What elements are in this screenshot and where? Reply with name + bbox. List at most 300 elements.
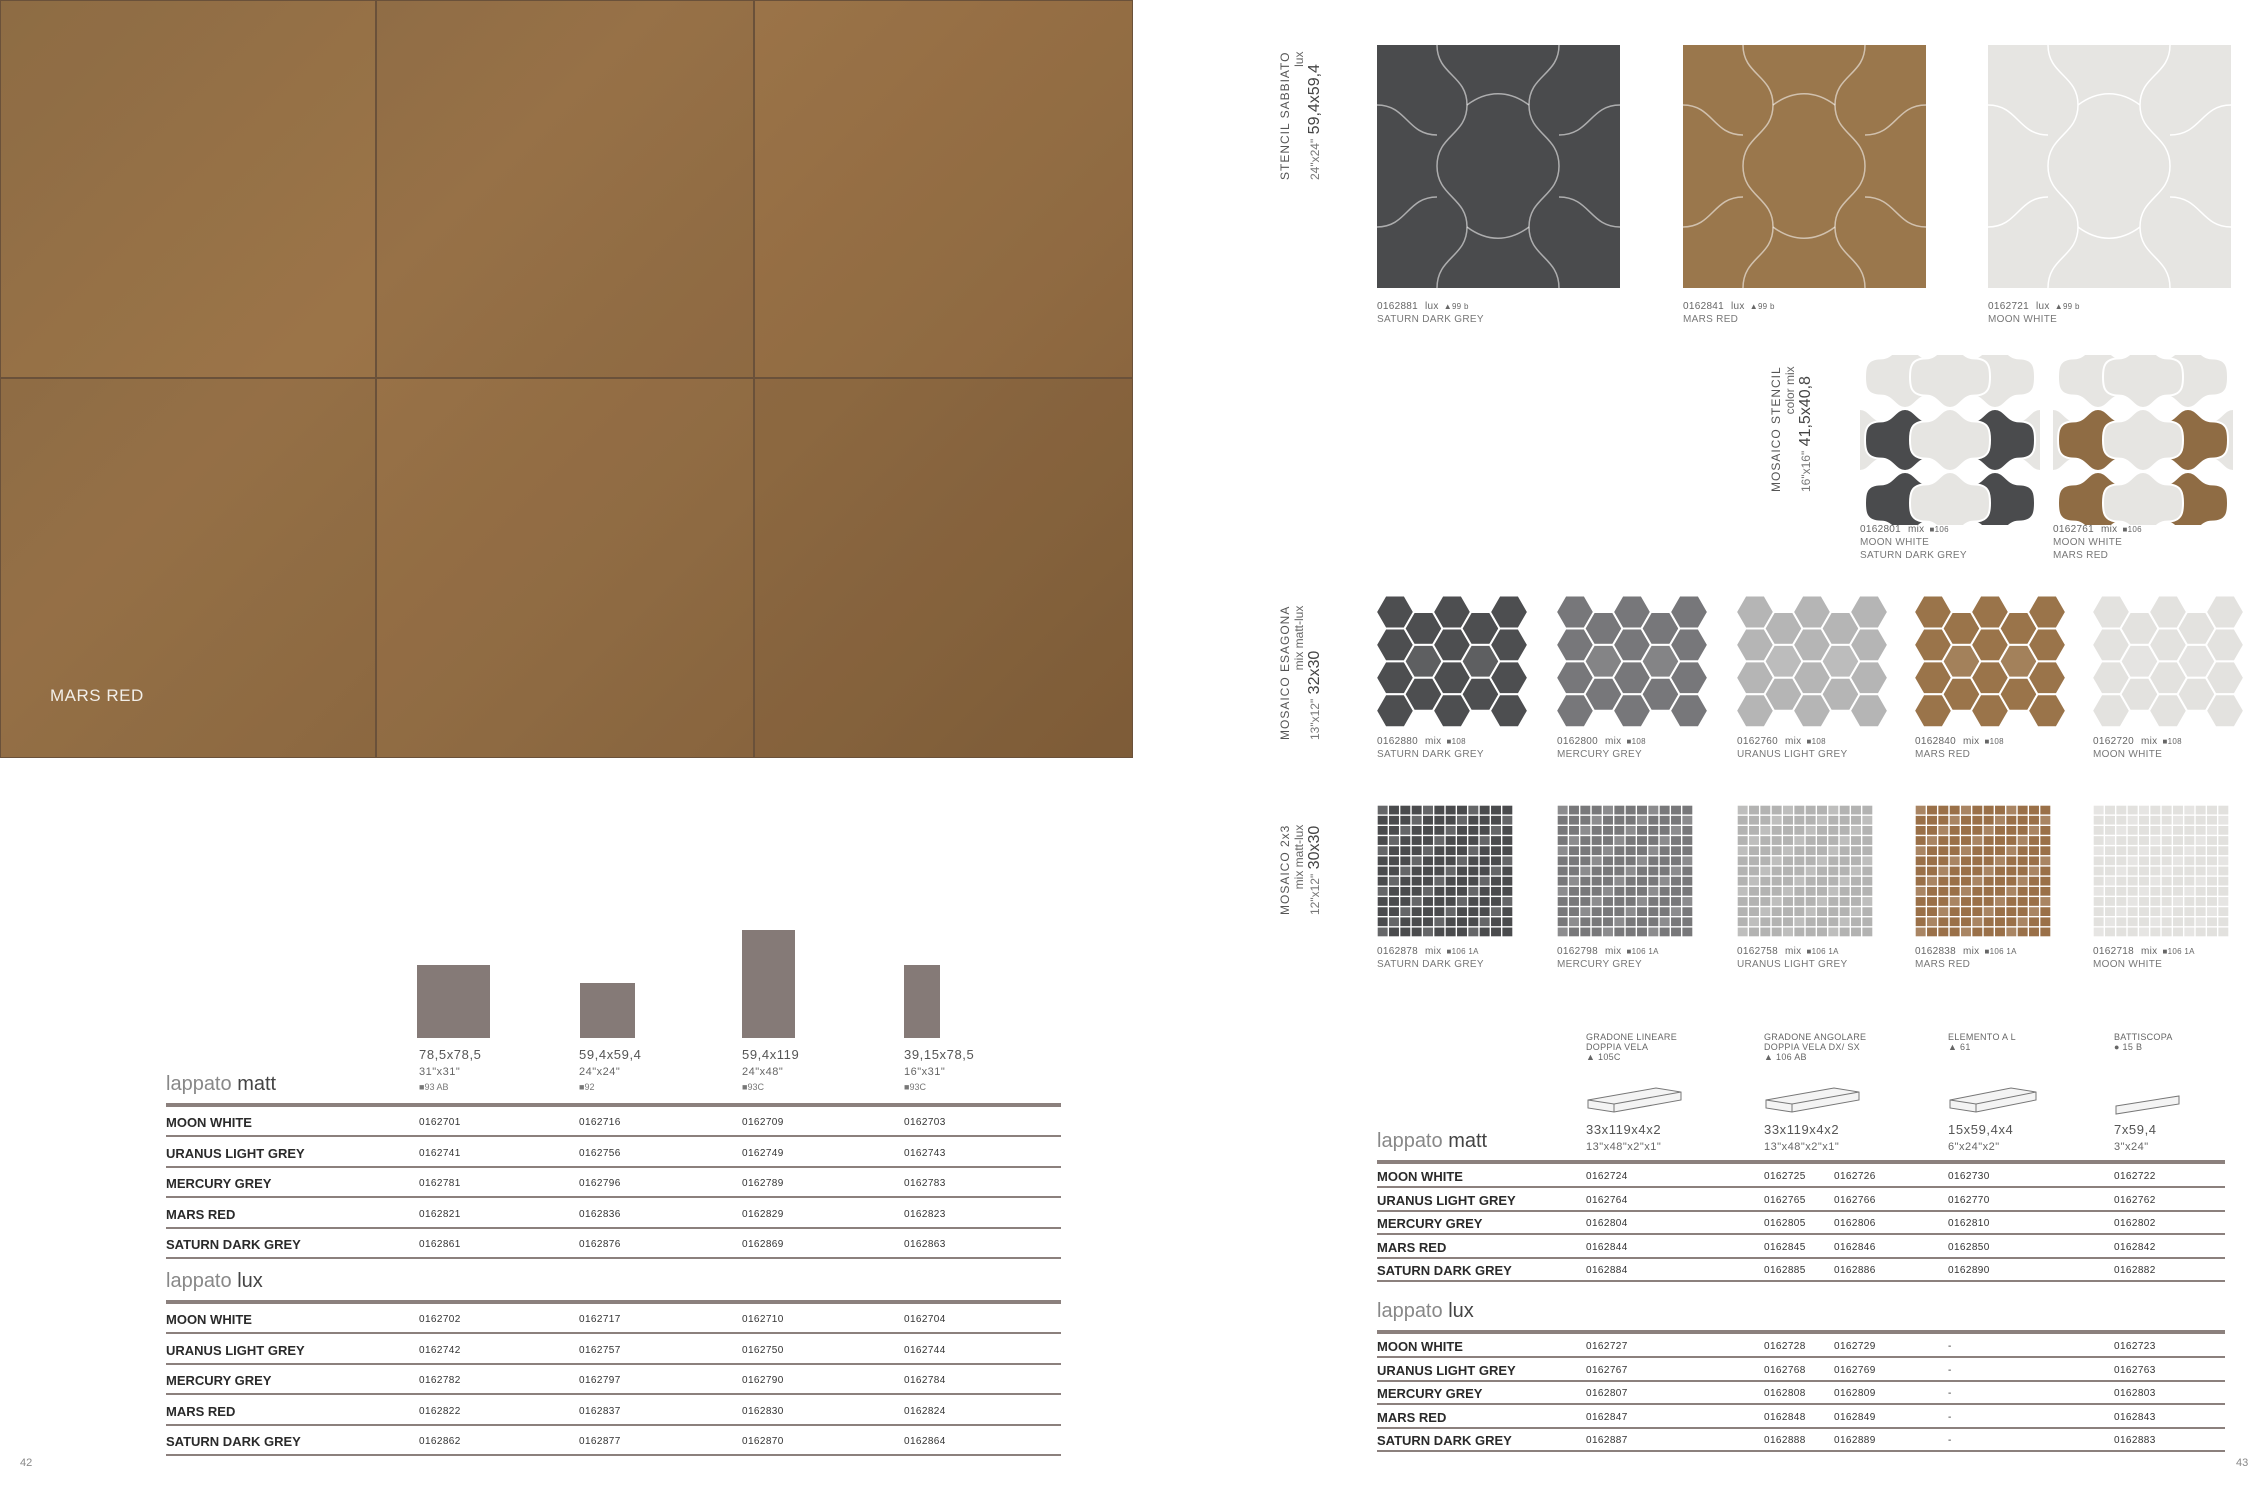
product-code: 0162822 xyxy=(419,1405,461,1417)
caption-code-line xyxy=(2093,735,2182,748)
product-code: 0162757 xyxy=(579,1344,621,1356)
swatch-caption xyxy=(1737,945,1848,971)
pack-triangle-icon: ▲ xyxy=(1443,302,1452,311)
caption-code-line xyxy=(1557,945,1659,958)
product-code: 0162702 xyxy=(419,1314,461,1325)
swatch-caption xyxy=(1915,945,2017,971)
product-code: 0162720 xyxy=(2093,736,2135,747)
product-code: 0162761 xyxy=(2053,524,2095,535)
grid-mosaic-swatch xyxy=(1377,805,1513,937)
product-code: 0162728 xyxy=(1764,1341,1806,1352)
row-color-name: MOON WHITE xyxy=(166,1312,252,1327)
color-name: MARS RED xyxy=(1915,959,1971,970)
pack-square-icon: ■ xyxy=(2162,947,2168,956)
product-code: 0162756 xyxy=(579,1147,621,1159)
piece-drawing-icon xyxy=(1586,1078,1696,1118)
piece-dim: 33x119x4x2 xyxy=(1764,1122,1840,1137)
pack-code: ■92 xyxy=(579,1082,595,1092)
table-row xyxy=(166,1397,1061,1426)
product-code: 0162824 xyxy=(904,1405,946,1417)
caption-code-line xyxy=(1860,523,1967,536)
pack-triangle-icon: ▲ xyxy=(1948,1042,1961,1052)
product-code: 0162888 xyxy=(1764,1435,1806,1446)
product-code: 0162862 xyxy=(419,1436,461,1447)
pack-square-icon: ■ xyxy=(1626,737,1632,746)
product-code: 0162721 xyxy=(1988,301,2030,312)
product-code: 0162884 xyxy=(1586,1265,1628,1276)
piece-name-2: DOPPIA VELA DX/ SX xyxy=(1764,1042,1860,1052)
grid-mosaic-swatch xyxy=(1915,805,2051,937)
pack-code: 61 xyxy=(1960,1042,1971,1052)
pack-code: 99 b xyxy=(1757,302,1775,311)
caption-code-line xyxy=(1377,300,1484,313)
product-code: 0162764 xyxy=(1586,1194,1628,1206)
pack-triangle-icon: ▲ xyxy=(1586,1052,1599,1062)
swatch-caption xyxy=(1557,735,1646,761)
table-row xyxy=(1377,1406,2225,1429)
pack-code: 106 1A xyxy=(1811,947,1839,956)
product-code: 0162810 xyxy=(1948,1218,1990,1229)
product-code: 0162809 xyxy=(1834,1388,1876,1399)
pack-triangle-icon: ▲ xyxy=(1749,302,1758,311)
pack-code: 106 AB xyxy=(1776,1052,1807,1062)
caption-code-line xyxy=(2093,945,2195,958)
pack-code: 108 xyxy=(1451,737,1466,746)
page-number: 43 xyxy=(2236,1457,2249,1469)
product-code: 0162802 xyxy=(2114,1218,2156,1229)
table-row xyxy=(166,1108,1061,1137)
pack-code: 105C xyxy=(1598,1052,1621,1062)
row-color-name: SATURN DARK GREY xyxy=(1377,1263,1512,1278)
product-code: 0162829 xyxy=(742,1208,784,1220)
product-code: 0162848 xyxy=(1764,1411,1806,1423)
piece-inch: 6"x24"x2" xyxy=(1948,1141,2000,1153)
product-code: 0162730 xyxy=(1948,1171,1990,1182)
product-code: 0162844 xyxy=(1586,1241,1628,1253)
piece-drawing-icon xyxy=(1764,1078,1874,1118)
table-row xyxy=(166,1336,1061,1365)
table-row xyxy=(166,1200,1061,1229)
color-name: SATURN DARK GREY xyxy=(1377,749,1484,760)
section-title-lux: lappato lux xyxy=(166,1270,263,1292)
pack-code: 106 1A xyxy=(1451,947,1479,956)
piece-name-2: DOPPIA VELA xyxy=(1586,1042,1649,1052)
row-color-name: MERCURY GREY xyxy=(1377,1386,1483,1401)
pack-square-icon: ■ xyxy=(2162,737,2168,746)
finish-label: mix xyxy=(1785,946,1802,957)
product-code: 0162877 xyxy=(579,1436,621,1447)
product-code: 0162704 xyxy=(904,1314,946,1325)
floor-tile xyxy=(0,0,376,378)
color-name: MARS RED xyxy=(1683,314,1739,325)
finish-label: mix xyxy=(2101,524,2118,535)
caption-code-line xyxy=(1988,300,2080,313)
product-code: 0162766 xyxy=(1834,1194,1876,1206)
product-code: 0162767 xyxy=(1586,1364,1628,1376)
finish-label: mix xyxy=(1785,736,1802,747)
product-code: 0162886 xyxy=(1834,1265,1876,1276)
product-code: 0162796 xyxy=(579,1178,621,1189)
pack-code: 108 xyxy=(2167,737,2182,746)
swatch-caption xyxy=(1557,945,1659,971)
product-code: - xyxy=(1948,1388,1952,1399)
product-code: 0162837 xyxy=(579,1405,621,1417)
size-dim: 39,15x78,5 xyxy=(904,1047,975,1062)
row-color-name: MOON WHITE xyxy=(1377,1339,1463,1354)
color-name: MOON WHITE xyxy=(1860,537,1930,548)
size-block xyxy=(904,965,940,1038)
table-row xyxy=(1377,1382,2225,1405)
row-color-name: SATURN DARK GREY xyxy=(1377,1433,1512,1448)
row-color-name: MERCURY GREY xyxy=(166,1373,272,1388)
piece-dim: 15x59,4x4 xyxy=(1948,1122,2014,1137)
product-code: 0162889 xyxy=(1834,1435,1876,1446)
mosaico-stencil-label: MOSAICO STENCIL color mix 16"x16" 41,5x40,8 xyxy=(1769,366,1814,492)
product-code: 0162890 xyxy=(1948,1265,1990,1276)
finish-label: mix xyxy=(2141,736,2158,747)
size-dim: 59,4x59,4 xyxy=(579,1047,642,1062)
product-code: 0162768 xyxy=(1764,1364,1806,1376)
piece-drawing-icon xyxy=(1948,1078,2058,1118)
product-code: 0162880 xyxy=(1377,736,1419,747)
product-code: 0162863 xyxy=(904,1239,946,1250)
esagona-label: MOSAICO ESAGONA mix matt-lux 13"x12" 32x30 xyxy=(1278,605,1323,740)
row-color-name: URANUS LIGHT GREY xyxy=(1377,1192,1516,1208)
product-code: 0162716 xyxy=(579,1117,621,1128)
piece-label xyxy=(2114,1032,2173,1052)
product-code: 0162770 xyxy=(1948,1194,1990,1206)
caption-code-line xyxy=(1557,735,1646,748)
stencil-label: STENCIL SABBIATO lux 24"x24" 59,4x59,4 xyxy=(1278,51,1323,180)
floor-tile xyxy=(754,378,1133,758)
product-code: 0162808 xyxy=(1764,1388,1806,1399)
pack-square-icon: ■ xyxy=(1806,737,1812,746)
product-code: 0162836 xyxy=(579,1208,621,1220)
hexagon-mosaic-swatch xyxy=(2093,596,2251,728)
finish-label: mix xyxy=(1605,736,1622,747)
grid-mosaic-swatch xyxy=(2093,805,2229,937)
table-row xyxy=(166,1230,1061,1259)
product-code: 0162722 xyxy=(2114,1171,2156,1182)
hero-photo xyxy=(0,0,1133,758)
row-color-name: MARS RED xyxy=(166,1206,236,1222)
product-code: 0162742 xyxy=(419,1344,461,1356)
table-row xyxy=(1377,1236,2225,1259)
product-code: 0162847 xyxy=(1586,1411,1628,1423)
table-row xyxy=(1377,1429,2225,1452)
color-name: MOON WHITE xyxy=(2053,537,2123,548)
product-code: 0162762 xyxy=(2114,1194,2156,1206)
row-color-name: MARS RED xyxy=(166,1403,236,1419)
product-code: 0162723 xyxy=(2114,1341,2156,1352)
product-code: 0162743 xyxy=(904,1147,946,1159)
table-row xyxy=(1377,1259,2225,1282)
section-title-lux: lappato lux xyxy=(1377,1300,1474,1322)
product-code: 0162883 xyxy=(2114,1435,2156,1446)
product-code: - xyxy=(1948,1411,1952,1423)
swatch-caption xyxy=(1988,300,2080,326)
floor-tile xyxy=(376,378,754,758)
piece-pack xyxy=(1586,1052,1677,1062)
table-header-bar xyxy=(166,1103,1061,1107)
product-code: 0162838 xyxy=(1915,946,1957,957)
pack-square-icon: ■ xyxy=(1806,947,1812,956)
size-inch: 16"x31" xyxy=(904,1066,946,1078)
page-number: 42 xyxy=(20,1457,33,1469)
pack-code: 108 xyxy=(1989,737,2004,746)
piece-inch: 13"x48"x2"x1" xyxy=(1764,1141,1840,1153)
product-code: 0162842 xyxy=(2114,1241,2156,1253)
color-name: MOON WHITE xyxy=(1988,314,2058,325)
product-code: 0162876 xyxy=(579,1239,621,1250)
finish-label: mix xyxy=(1425,736,1442,747)
product-code: 0162801 xyxy=(1860,524,1902,535)
pack-square-icon: ■ xyxy=(1984,737,1990,746)
color-name: MARS RED xyxy=(2053,550,2109,561)
pack-code: ■93C xyxy=(742,1082,764,1092)
pack-code: ■93 AB xyxy=(419,1082,449,1092)
pack-code: 106 1A xyxy=(1631,947,1659,956)
product-code: 0162804 xyxy=(1586,1218,1628,1229)
swatch-caption xyxy=(1915,735,2004,761)
piece-label xyxy=(1948,1032,2016,1052)
product-code: 0162790 xyxy=(742,1375,784,1386)
piece-label xyxy=(1586,1032,1677,1062)
product-code: 0162789 xyxy=(742,1178,784,1189)
product-code: 0162882 xyxy=(2114,1265,2156,1276)
mosaic-stencil-swatch xyxy=(1860,355,2040,525)
finish-label: mix xyxy=(1963,736,1980,747)
color-name: URANUS LIGHT GREY xyxy=(1737,749,1848,760)
product-code: 0162749 xyxy=(742,1147,784,1159)
caption-code-line xyxy=(1737,735,1848,748)
pack-triangle-icon: ▲ xyxy=(2054,302,2063,311)
caption-code-line xyxy=(1377,735,1484,748)
product-code: 0162861 xyxy=(419,1239,461,1250)
mosaico2x3-label: MOSAICO 2x3 mix matt-lux 12"x12" 30x30 xyxy=(1278,824,1323,915)
stencil-swatch xyxy=(1377,45,1620,288)
product-code: 0162703 xyxy=(904,1117,946,1128)
pack-square-icon: ■ xyxy=(1446,947,1452,956)
row-color-name: MERCURY GREY xyxy=(1377,1216,1483,1231)
piece-dim: 33x119x4x2 xyxy=(1586,1122,1662,1137)
grid-mosaic-swatch xyxy=(1557,805,1693,937)
size-block xyxy=(580,983,635,1038)
product-code: 0162840 xyxy=(1915,736,1957,747)
product-code: 0162709 xyxy=(742,1117,784,1128)
stencil-swatch xyxy=(1683,45,1926,288)
swatch-caption xyxy=(2053,523,2142,562)
pack-code: 106 1A xyxy=(2167,947,2195,956)
row-color-name: MERCURY GREY xyxy=(166,1176,272,1191)
pack-square-icon: ■ xyxy=(2122,525,2128,534)
caption-code-line xyxy=(2053,523,2142,536)
finish-label: lux xyxy=(2036,301,2050,312)
caption-code-line xyxy=(1915,945,2017,958)
swatch-caption xyxy=(1860,523,1967,562)
table-row xyxy=(166,1427,1061,1456)
size-block xyxy=(742,930,795,1038)
pack-code: 106 xyxy=(1934,525,1949,534)
piece-inch: 3"x24" xyxy=(2114,1141,2149,1153)
product-code: 0162710 xyxy=(742,1314,784,1325)
product-code: 0162744 xyxy=(904,1344,946,1356)
finish-label: lux xyxy=(1425,301,1439,312)
pack-code: 108 xyxy=(1811,737,1826,746)
product-code: - xyxy=(1948,1364,1952,1376)
color-name: MERCURY GREY xyxy=(1557,749,1642,760)
swatch-caption xyxy=(2093,735,2182,761)
product-code: 0162881 xyxy=(1377,301,1419,312)
row-color-name: MOON WHITE xyxy=(1377,1169,1463,1184)
product-code: 0162784 xyxy=(904,1375,946,1386)
piece-pack xyxy=(1764,1052,1866,1062)
pack-square-icon: ■ xyxy=(1446,737,1452,746)
pack-code: 106 xyxy=(2127,525,2142,534)
color-name: MOON WHITE xyxy=(2093,749,2163,760)
color-name: MARS RED xyxy=(1915,749,1971,760)
floor-tile xyxy=(754,0,1133,378)
size-inch: 24"x48" xyxy=(742,1066,784,1078)
pack-square-icon: ■ xyxy=(1929,525,1935,534)
caption-code-line xyxy=(1377,945,1484,958)
swatch-caption xyxy=(1377,735,1484,761)
product-code: 0162800 xyxy=(1557,736,1599,747)
color-name: SATURN DARK GREY xyxy=(1377,959,1484,970)
piece-inch: 13"x48"x2"x1" xyxy=(1586,1141,1662,1153)
product-code: 0162850 xyxy=(1948,1241,1990,1253)
piece-drawing-icon xyxy=(2114,1078,2224,1118)
swatch-caption xyxy=(1377,300,1484,326)
swatch-caption xyxy=(1377,945,1484,971)
product-code: 0162727 xyxy=(1586,1341,1628,1352)
row-color-name: MARS RED xyxy=(1377,1409,1447,1425)
hexagon-mosaic-swatch xyxy=(1737,596,1895,728)
size-dim: 59,4x119 xyxy=(742,1047,800,1062)
product-code: 0162798 xyxy=(1557,946,1599,957)
table-row xyxy=(1377,1359,2225,1382)
table-row xyxy=(1377,1335,2225,1358)
size-inch: 24"x24" xyxy=(579,1066,621,1078)
row-color-name: SATURN DARK GREY xyxy=(166,1434,301,1449)
product-code: 0162803 xyxy=(2114,1388,2156,1399)
pack-code: ■93C xyxy=(904,1082,926,1092)
pack-code: 106 1A xyxy=(1989,947,2017,956)
size-inch: 31"x31" xyxy=(419,1066,461,1078)
product-code: - xyxy=(1948,1341,1952,1352)
table-row xyxy=(166,1139,1061,1168)
product-code: 0162725 xyxy=(1764,1171,1806,1182)
hero-color-label: MARS RED xyxy=(50,686,144,705)
color-name: MOON WHITE xyxy=(2093,959,2163,970)
caption-code-line xyxy=(1737,945,1848,958)
product-code: 0162805 xyxy=(1764,1218,1806,1229)
caption-code-line xyxy=(1683,300,1775,313)
size-dim: 78,5x78,5 xyxy=(419,1047,482,1062)
row-color-name: SATURN DARK GREY xyxy=(166,1237,301,1252)
product-code: 0162806 xyxy=(1834,1218,1876,1229)
product-code: 0162701 xyxy=(419,1117,461,1128)
table-row xyxy=(1377,1165,2225,1188)
row-color-name: MOON WHITE xyxy=(166,1115,252,1130)
table-header-bar xyxy=(1377,1330,2225,1334)
hexagon-mosaic-swatch xyxy=(1557,596,1715,728)
piece-name: BATTISCOPA xyxy=(2114,1032,2173,1042)
product-code: 0162750 xyxy=(742,1344,784,1356)
finish-label: mix xyxy=(1605,946,1622,957)
product-code: 0162729 xyxy=(1834,1341,1876,1352)
pack-square-icon: ■ xyxy=(1984,947,1990,956)
row-color-name: URANUS LIGHT GREY xyxy=(166,1342,305,1358)
swatch-caption xyxy=(1737,735,1848,761)
hexagon-mosaic-swatch xyxy=(1377,596,1535,728)
piece-pack xyxy=(2114,1042,2173,1052)
table-row xyxy=(1377,1189,2225,1212)
product-code: - xyxy=(1948,1435,1952,1446)
product-code: 0162718 xyxy=(2093,946,2135,957)
product-code: 0162797 xyxy=(579,1375,621,1386)
row-color-name: URANUS LIGHT GREY xyxy=(166,1145,305,1161)
piece-label xyxy=(1764,1032,1866,1062)
product-code: 0162765 xyxy=(1764,1194,1806,1206)
product-code: 0162741 xyxy=(419,1147,461,1159)
row-color-name: URANUS LIGHT GREY xyxy=(1377,1362,1516,1378)
color-name: SATURN DARK GREY xyxy=(1377,314,1484,325)
piece-name: ELEMENTO A L xyxy=(1948,1032,2016,1042)
pack-code: 108 xyxy=(1631,737,1646,746)
product-code: 0162864 xyxy=(904,1436,946,1447)
section-title-matt: lappato matt xyxy=(166,1073,277,1095)
piece-dim: 7x59,4 xyxy=(2114,1122,2157,1137)
swatch-caption xyxy=(1683,300,1775,326)
product-code: 0162769 xyxy=(1834,1364,1876,1376)
product-code: 0162845 xyxy=(1764,1241,1806,1253)
table-row xyxy=(166,1169,1061,1198)
product-code: 0162849 xyxy=(1834,1411,1876,1423)
product-code: 0162758 xyxy=(1737,946,1779,957)
product-code: 0162763 xyxy=(2114,1364,2156,1376)
product-code: 0162885 xyxy=(1764,1265,1806,1276)
finish-label: mix xyxy=(2141,946,2158,957)
product-code: 0162870 xyxy=(742,1436,784,1447)
table-row xyxy=(1377,1212,2225,1235)
section-title-matt: lappato matt xyxy=(1377,1130,1488,1152)
product-code: 0162717 xyxy=(579,1314,621,1325)
product-code: 0162726 xyxy=(1834,1171,1876,1182)
table-header-bar xyxy=(166,1300,1061,1304)
product-code: 0162760 xyxy=(1737,736,1779,747)
product-code: 0162869 xyxy=(742,1239,784,1250)
pack-triangle-icon: ▲ xyxy=(1764,1052,1777,1062)
product-code: 0162807 xyxy=(1586,1388,1628,1399)
stencil-swatch xyxy=(1988,45,2231,288)
hexagon-mosaic-swatch xyxy=(1915,596,2073,728)
table-row xyxy=(166,1305,1061,1334)
pack-code: 99 b xyxy=(1451,302,1469,311)
product-code: 0162841 xyxy=(1683,301,1725,312)
product-code: 0162781 xyxy=(419,1178,461,1189)
color-name: URANUS LIGHT GREY xyxy=(1737,959,1848,970)
caption-code-line xyxy=(1915,735,2004,748)
row-color-name: MARS RED xyxy=(1377,1239,1447,1255)
size-block xyxy=(417,965,490,1038)
piece-name: GRADONE ANGOLARE xyxy=(1764,1032,1867,1042)
table-row xyxy=(166,1366,1061,1395)
product-code: 0162887 xyxy=(1586,1435,1628,1446)
product-code: 0162878 xyxy=(1377,946,1419,957)
table-header-bar xyxy=(1377,1160,2225,1164)
product-code: 0162823 xyxy=(904,1208,946,1220)
